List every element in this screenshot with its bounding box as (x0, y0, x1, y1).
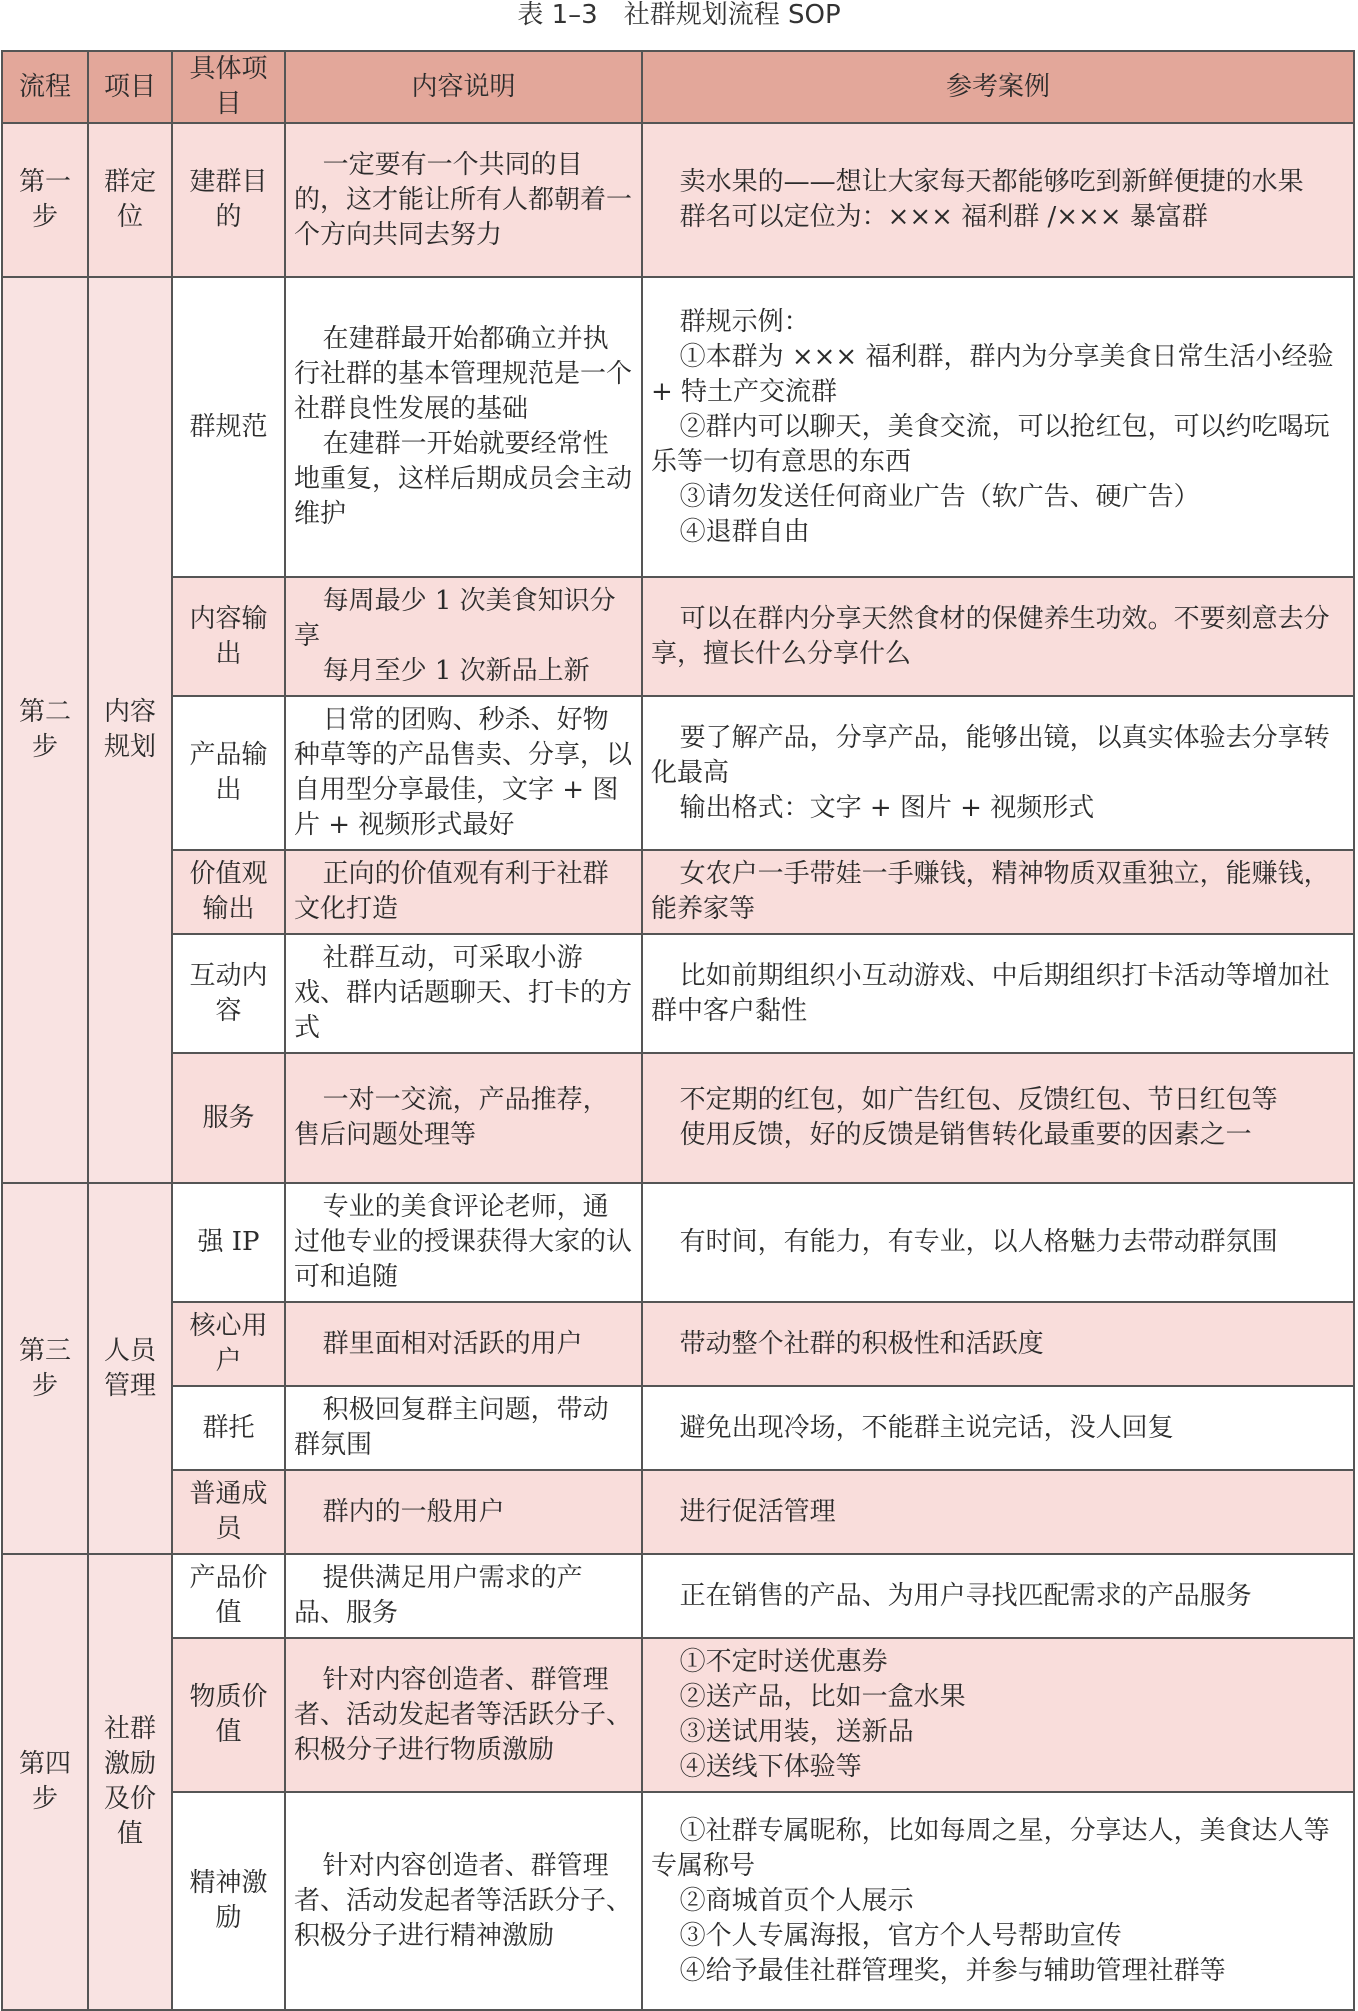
case-cell (642, 850, 1354, 934)
case-line: 避免出现冷场，不能群主说完话，没人回复 (679, 1412, 1174, 1443)
sub-item-cell: 内容输出 (172, 577, 285, 696)
case-line: 女农户一手带娃一手赚钱，精神物质双重独立，能赚钱，能养家等 (651, 859, 1330, 924)
header-cell: 参考案例 (642, 51, 1354, 123)
description-cell (285, 1386, 642, 1470)
case-line: ③个人专属海报，官方个人号帮助宣传 (679, 1920, 1122, 1951)
description-cell (285, 1554, 642, 1638)
table-row (2, 1053, 1354, 1183)
case-cell (642, 1386, 1354, 1470)
case-cell (642, 577, 1354, 696)
case-line: ②群内可以聊天，美食交流，可以抢红包，可以约吃喝玩乐等一切有意思的东西 (651, 411, 1330, 477)
table-caption: 表 1–3 社群规划流程 SOP (517, 0, 841, 30)
sub-item-cell: 普通成员 (172, 1470, 285, 1554)
table-row (2, 1183, 1354, 1302)
table-row (2, 934, 1354, 1053)
case-line: ④送线下体验等 (679, 1752, 862, 1782)
case-line: 输出格式：文字 + 图片 + 视频形式 (679, 792, 1095, 823)
case-line: 群名可以定位为：××× 福利群 /××× 暴富群 (679, 202, 1208, 232)
sop-table (1, 50, 1355, 2011)
case-cell (642, 1554, 1354, 1638)
case-line: 不定期的红包，如广告红包、反馈红包、节日红包等 (679, 1085, 1278, 1115)
case-line: ①本群为 ××× 福利群，群内为分享美食日常生活小经验 + 特土产交流群 (651, 341, 1334, 407)
case-cell (642, 1792, 1354, 2010)
case-line: 比如前期组织小互动游戏、中后期组织打卡活动等增加社群中客户黏性 (651, 960, 1330, 1026)
description-line: 日常的团购、秒杀、好物种草等的产品售卖、分享，以自用型分享最佳，文字 + 图片 + 视频形式最好 (294, 705, 633, 840)
case-cell (642, 1470, 1354, 1554)
description-cell (285, 1792, 642, 2010)
table-row (2, 1386, 1354, 1470)
description-cell (285, 1638, 642, 1792)
table-row (2, 277, 1354, 577)
step-cell: 第二步 (2, 277, 88, 1183)
step-cell: 第四步 (2, 1554, 88, 2010)
sub-item-cell: 互动内容 (172, 934, 285, 1053)
description-line: 在建群最开始都确立并执行社群的基本管理规范是一个社群良性发展的基础 (294, 324, 633, 424)
case-line: ④退群自由 (679, 516, 810, 547)
case-cell (642, 277, 1354, 577)
description-line: 专业的美食评论老师，通过他专业的授课获得大家的认可和追随 (294, 1192, 633, 1292)
description-cell (285, 1470, 642, 1554)
item-cell: 内容规划 (88, 277, 172, 1183)
case-line: 正在销售的产品、为用户寻找匹配需求的产品服务 (679, 1580, 1252, 1611)
table-row (2, 577, 1354, 696)
case-line: ①不定时送优惠券 (679, 1647, 888, 1677)
header-row (2, 51, 1354, 123)
sub-item-cell: 群规范 (172, 277, 285, 577)
description-cell (285, 1302, 642, 1386)
table-row (2, 1302, 1354, 1386)
case-line: ③送试用装，送新品 (679, 1717, 914, 1747)
description-cell (285, 934, 642, 1053)
description-line: 每月至少 1 次新品上新 (322, 656, 590, 686)
sub-item-cell: 强 IP (172, 1183, 285, 1302)
sub-item-cell: 物质价值 (172, 1638, 285, 1792)
description-line: 每周最少 1 次美食知识分享 (294, 586, 616, 651)
description-line: 正向的价值观有利于社群文化打造 (294, 859, 609, 924)
case-line: 有时间，有能力，有专业，以人格魅力去带动群氛围 (679, 1227, 1278, 1257)
table-row (2, 1638, 1354, 1792)
description-line: 针对内容创造者、群管理者、活动发起者等活跃分子、积极分子进行精神激励 (294, 1850, 633, 1951)
case-line: 带动整个社群的积极性和活跃度 (679, 1328, 1044, 1359)
case-cell (642, 1302, 1354, 1386)
description-cell (285, 696, 642, 850)
sub-item-cell: 产品输出 (172, 696, 285, 850)
description-line: 群里面相对活跃的用户 (322, 1328, 583, 1359)
case-line: 卖水果的——想让大家每天都能够吃到新鲜便捷的水果 (679, 167, 1304, 197)
description-line: 群内的一般用户 (322, 1496, 505, 1527)
case-line: ②商城首页个人展示 (679, 1885, 914, 1916)
description-line: 提供满足用户需求的产品、服务 (294, 1563, 583, 1628)
case-line: 可以在群内分享天然食材的保健养生功效。不要刻意去分享，擅长什么分享什么 (651, 603, 1330, 669)
item-cell: 群定位 (88, 123, 172, 277)
case-line: 进行促活管理 (679, 1496, 836, 1527)
description-line: 一定要有一个共同的目的，这才能让所有人都朝着一个方向共同去努力 (294, 149, 633, 250)
sub-item-cell: 核心用户 (172, 1302, 285, 1386)
step-cell: 第一步 (2, 123, 88, 277)
case-cell (642, 934, 1354, 1053)
description-cell (285, 577, 642, 696)
case-line: ①社群专属昵称，比如每周之星，分享达人，美食达人等专属称号 (651, 1815, 1330, 1881)
case-line: ④给予最佳社群管理奖，并参与辅助管理社群等 (679, 1955, 1226, 1986)
table-row (2, 696, 1354, 850)
case-cell (642, 1638, 1354, 1792)
description-cell (285, 1183, 642, 1302)
description-line: 一对一交流，产品推荐，售后问题处理等 (294, 1085, 609, 1150)
item-cell: 社群激励及价值 (88, 1554, 172, 2010)
case-cell (642, 1183, 1354, 1302)
description-cell (285, 1053, 642, 1183)
description-line: 在建群一开始就要经常性地重复，这样后期成员会主动维护 (294, 429, 633, 529)
table-body (2, 123, 1354, 2010)
table-row (2, 1470, 1354, 1554)
table-row (2, 850, 1354, 934)
description-line: 针对内容创造者、群管理者、活动发起者等活跃分子、积极分子进行物质激励 (294, 1664, 633, 1765)
description-cell (285, 850, 642, 934)
step-cell: 第三步 (2, 1183, 88, 1554)
description-line: 积极回复群主问题，带动群氛围 (294, 1395, 609, 1460)
case-cell (642, 1053, 1354, 1183)
sub-item-cell: 价值观输出 (172, 850, 285, 934)
sub-item-cell: 精神激励 (172, 1792, 285, 2010)
header-cell: 流程 (2, 51, 88, 123)
item-cell: 人员管理 (88, 1183, 172, 1554)
case-line: ②送产品，比如一盒水果 (679, 1682, 966, 1712)
header-cell: 内容说明 (285, 51, 642, 123)
sub-item-cell: 产品价值 (172, 1554, 285, 1638)
case-cell (642, 123, 1354, 277)
sub-item-cell: 服务 (172, 1053, 285, 1183)
sub-item-cell: 群托 (172, 1386, 285, 1470)
description-cell (285, 123, 642, 277)
description-line: 社群互动，可采取小游戏、群内话题聊天、打卡的方式 (294, 943, 633, 1043)
case-line: 群规示例： (679, 306, 810, 337)
table-row (2, 1554, 1354, 1638)
header-cell: 具体项目 (172, 51, 285, 123)
sub-item-cell: 建群目的 (172, 123, 285, 277)
header-cell: 项目 (88, 51, 172, 123)
case-cell (642, 696, 1354, 850)
case-line: ③请勿发送任何商业广告（软广告、硬广告） (679, 481, 1200, 512)
table-row (2, 1792, 1354, 2010)
table-row (2, 123, 1354, 277)
case-line: 使用反馈，好的反馈是销售转化最重要的因素之一 (679, 1120, 1252, 1150)
description-cell (285, 277, 642, 577)
case-line: 要了解产品，分享产品，能够出镜，以真实体验去分享转化最高 (651, 722, 1330, 788)
